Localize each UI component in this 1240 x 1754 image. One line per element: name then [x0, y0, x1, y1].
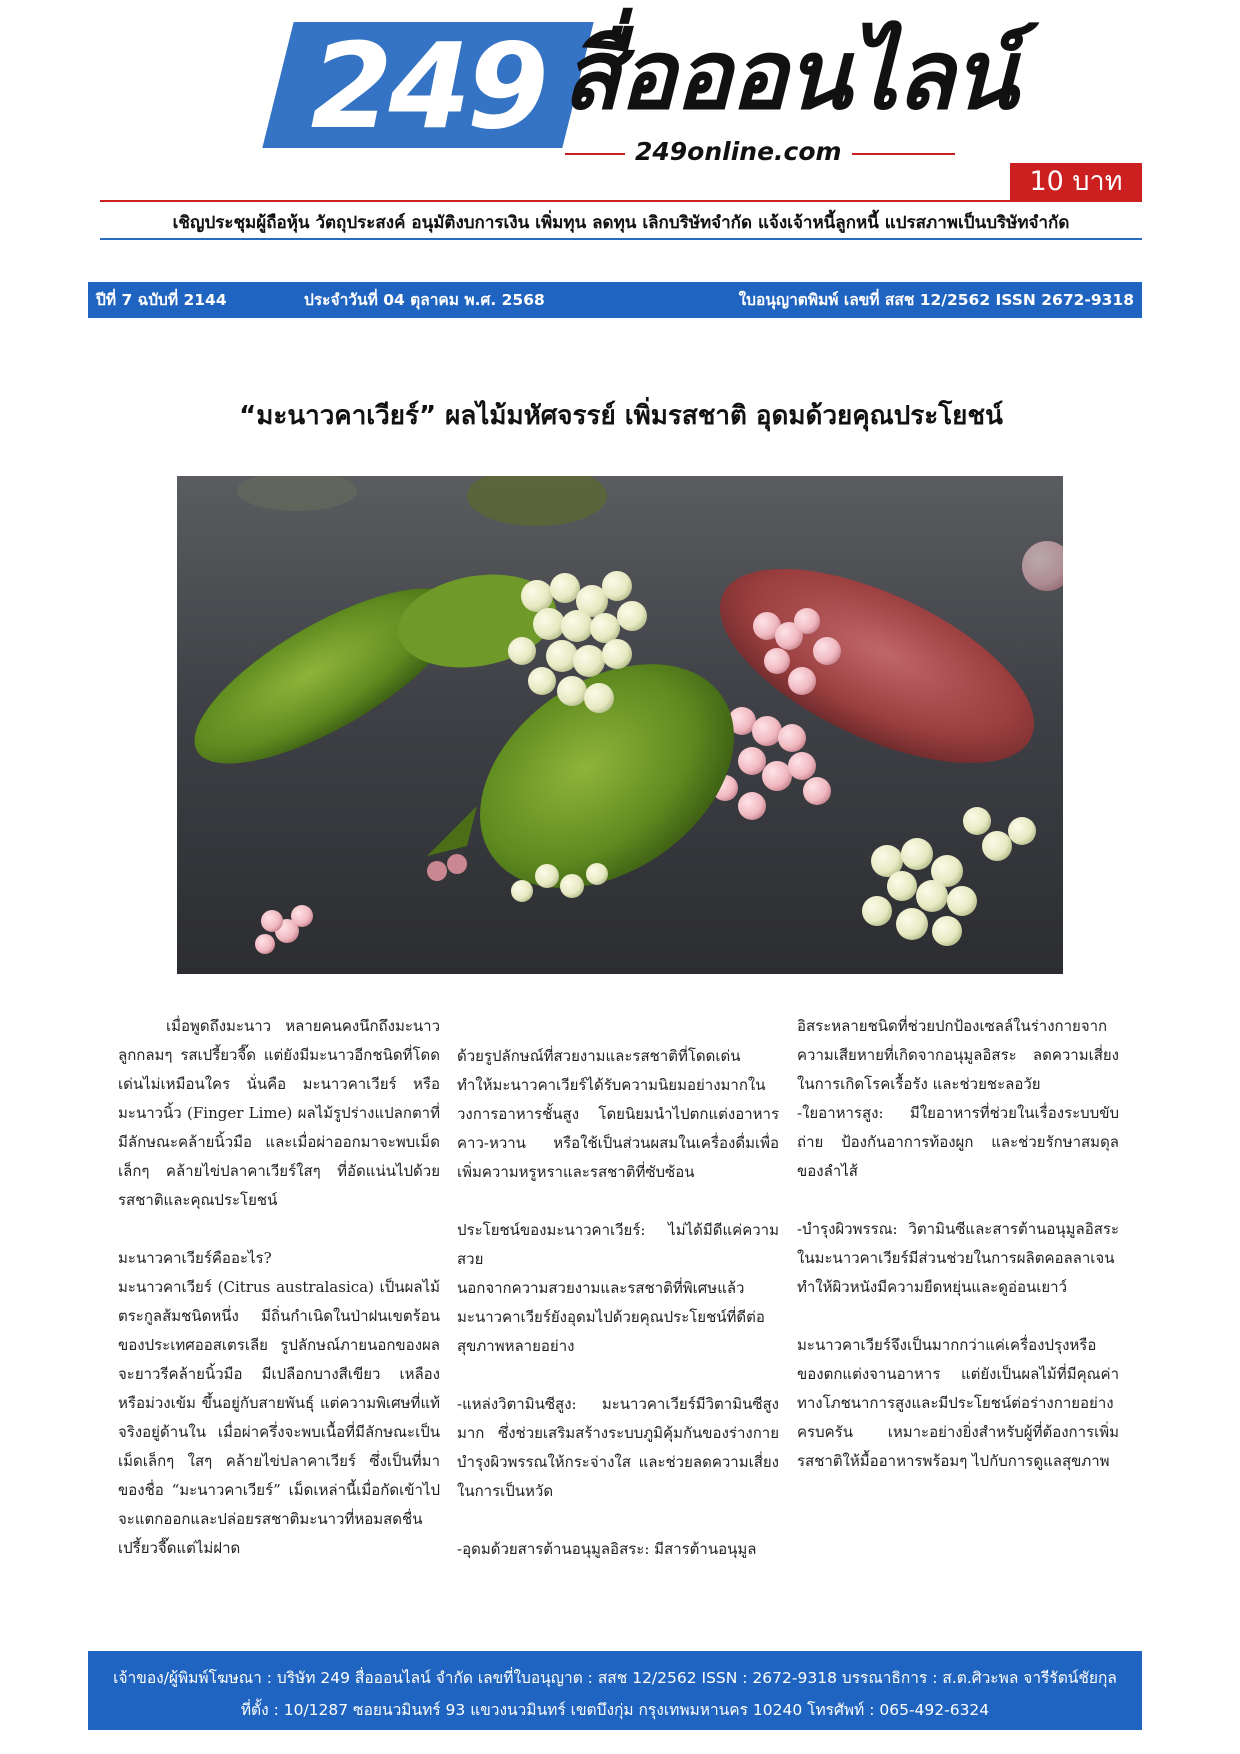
- article-paragraph: อิสระหลายชนิดที่ช่วยปกป้องเซลล์ในร่างกายจากความเสียหายที่เกิดจากอนุมูลอิสระ ลดความเสี่ยงในการเกิดโรคเรื้อรัง และช่วยชะลอวัย: [797, 1017, 1119, 1093]
- issue-license: ใบอนุญาตพิมพ์ เลขที่ สสช 12/2562 ISSN 2672-9318: [738, 291, 1134, 309]
- issue-date: ประจำวันที่ 04 ตุลาคม พ.ศ. 2568: [304, 291, 545, 309]
- issue-bar: [88, 282, 1142, 318]
- article-paragraph: -แหล่งวิตามินซีสูง: มะนาวคาเวียร์มีวิตามินซีสูงมาก ซึ่งช่วยเสริมสร้างระบบภูมิคุ้มกันของร่างกาย บำรุงผิวพรรณให้กระจ่างใส และช่วยลดความเสี่ยงในการเป็นหวัด: [457, 1395, 779, 1500]
- article-paragraph: -บำรุงผิวพรรณ: วิตามินซีและสารต้านอนุมูลอิสระในมะนาวคาเวียร์มีส่วนช่วยในการผลิตคอลลาเจน ทำให้ผิวหนังมีความยืดหยุ่นและดูอ่อนเยาว์: [797, 1220, 1119, 1296]
- article-paragraph: ด้วยรูปลักษณ์ที่สวยงามและรสชาติที่โดดเด่น ทำให้มะนาวคาเวียร์ได้รับความนิยมอย่างมากในวงการอาหารชั้นสูง โดยนิยมนำไปตกแต่งอาหารคาว-หวาน หรือใช้เป็นส่วนผสมในเครื่องดื่มเพื่อเพิ่มความหรูหราและรสชาติที่ซับซ้อน: [457, 1047, 779, 1181]
- logo-thai-text: สื่อออนไลน์: [562, 19, 1016, 131]
- article-paragraph: นอกจากความสวยงามและรสชาติที่พิเศษแล้ว มะนาวคาเวียร์ยังอุดมไปด้วยคุณประโยชน์ที่ดีต่อสุขภาพหลายอย่าง: [457, 1279, 765, 1355]
- article-paragraph: [118, 1215, 440, 1244]
- logo-number-block: [262, 17, 593, 155]
- article-paragraph: เมื่อพูดถึงมะนาว หลายคนคงนึกถึงมะนาวลูกกลมๆ รสเปรี้ยวจี๊ด แต่ยังมีมะนาวอีกชนิดที่โดดเด่นไม่เหมือนใคร นั่นคือ มะนาวคาเวียร์ หรือ มะนาวนิ้ว (Finger Lime) ผลไม้รูปร่างแปลกตาที่มีลักษณะคล้ายนิ้วมือ และเมื่อผ่าออกมาจะพบเม็ดเล็กๆ คล้ายไข่ปลาคาเวียร์ใสๆ ที่อัดแน่นไปด้วยรสชาติและคุณประโยชน์: [118, 1017, 440, 1209]
- article-photo: [177, 476, 1063, 974]
- article-paragraph: มะนาวคาเวียร์คืออะไร?: [118, 1249, 272, 1267]
- article-column-2: [457, 1042, 779, 1564]
- footer-address: ที่ตั้ง : 10/1287 ซอยนวมินทร์ 93 แขวงนวมินทร์ เขตบึงกุ่ม กรุงเทพมหานคร 10240 โทรศัพท์ : 065-492-6324: [240, 1701, 990, 1719]
- article-paragraph: มะนาวคาเวียร์ (Citrus australasica) เป็นผลไม้ตระกูลส้มชนิดหนึ่ง มีถิ่นกำเนิดในป่าฝนเขตร้อนของประเทศออสเตรเลีย รูปลักษณ์ภายนอกของผลจะยาวรีคล้ายนิ้วมือ มีเปลือกบางสีเขียว เหลือง หรือม่วงเข้ม ขึ้นอยู่กับสายพันธุ์ แต่ความพิเศษที่แท้จริงอยู่ด้านใน เมื่อผ่าครึ่งจะพบเนื้อที่มีลักษณะเป็นเม็ดเล็กๆ ใสๆ คล้ายไข่ปลาคาเวียร์ ซึ่งเป็นที่มาของชื่อ “มะนาวคาเวียร์” เม็ดเหล่านี้เมื่อกัดเข้าไปจะแตกออกและปล่อยรสชาติมะนาวที่หอมสดชื่น เปรี้ยวจี๊ดแต่ไม่ฝาด: [118, 1278, 440, 1557]
- article-paragraph: -ใยอาหารสูง: มีใยอาหารที่ช่วยในเรื่องระบบขับถ่าย ป้องกันอาการท้องผูก และช่วยรักษาสมดุลของลำไส้: [797, 1104, 1119, 1180]
- logo-number: 249: [310, 17, 545, 155]
- logo-url: 249online.com: [625, 137, 852, 166]
- divider-blue: [100, 238, 1142, 240]
- tagline: เชิญประชุมผู้ถือหุ้น วัตถุประสงค์ อนุมัติงบการเงิน เพิ่มทุน ลดทุน เลิกบริษัทจำกัด แจ้งเจ้าหนี้ลูกหนี้ แปรสภาพเป็นบริษัทจำกัด: [172, 213, 1070, 233]
- article-paragraph: [457, 1187, 779, 1216]
- article-column-1: [118, 1012, 440, 1563]
- article-column-3: [797, 1012, 1119, 1476]
- price-badge: 10 บาท: [1010, 163, 1142, 201]
- footer-owner: เจ้าของ/ผู้พิมพ์โฆษณา : บริษัท 249 สื่อออนไลน์ จำกัด เลขที่ใบอนุญาต : สสช 12/2562 ISSN : 2672-9318 บรรณาธิการ : ส.ต.ศิวะพล จารีรัตน์ชัยกุล: [113, 1669, 1117, 1687]
- article-paragraph: [797, 1186, 1119, 1215]
- article-paragraph: ประโยชน์ของมะนาวคาเวียร์: ไม่ได้มีดีแค่ความสวย: [457, 1221, 779, 1268]
- footer-bar: [88, 1651, 1142, 1730]
- article-headline: “มะนาวคาเวียร์” ผลไม้มหัศจรรย์ เพิ่มรสชาติ อุดมด้วยคุณประโยชน์: [239, 401, 1003, 431]
- article-paragraph: [457, 1506, 779, 1535]
- issue-volume: ปีที่ 7 ฉบับที่ 2144: [96, 291, 227, 309]
- finger-lime-photo: [177, 476, 1063, 974]
- divider-red: [100, 200, 1142, 202]
- article-paragraph: มะนาวคาเวียร์จึงเป็นมากกว่าแค่เครื่องปรุงหรือของตกแต่งจานอาหาร แต่ยังเป็นผลไม้ที่มีคุณค่าทางโภชนาการสูงและมีประโยชน์ต่อร่างกายอย่างครบครัน เหมาะอย่างยิ่งสำหรับผู้ที่ต้องการเพิ่มรสชาติให้มื้ออาหารพร้อมๆ ไปกับการดูแลสุขภาพ: [797, 1336, 1119, 1470]
- masthead: [0, 0, 1240, 233]
- article-paragraph: [797, 1302, 1119, 1331]
- article-paragraph: [457, 1361, 779, 1390]
- article-paragraph: -อุดมด้วยสารต้านอนุมูลอิสระ: มีสารต้านอนุมูล: [457, 1540, 757, 1558]
